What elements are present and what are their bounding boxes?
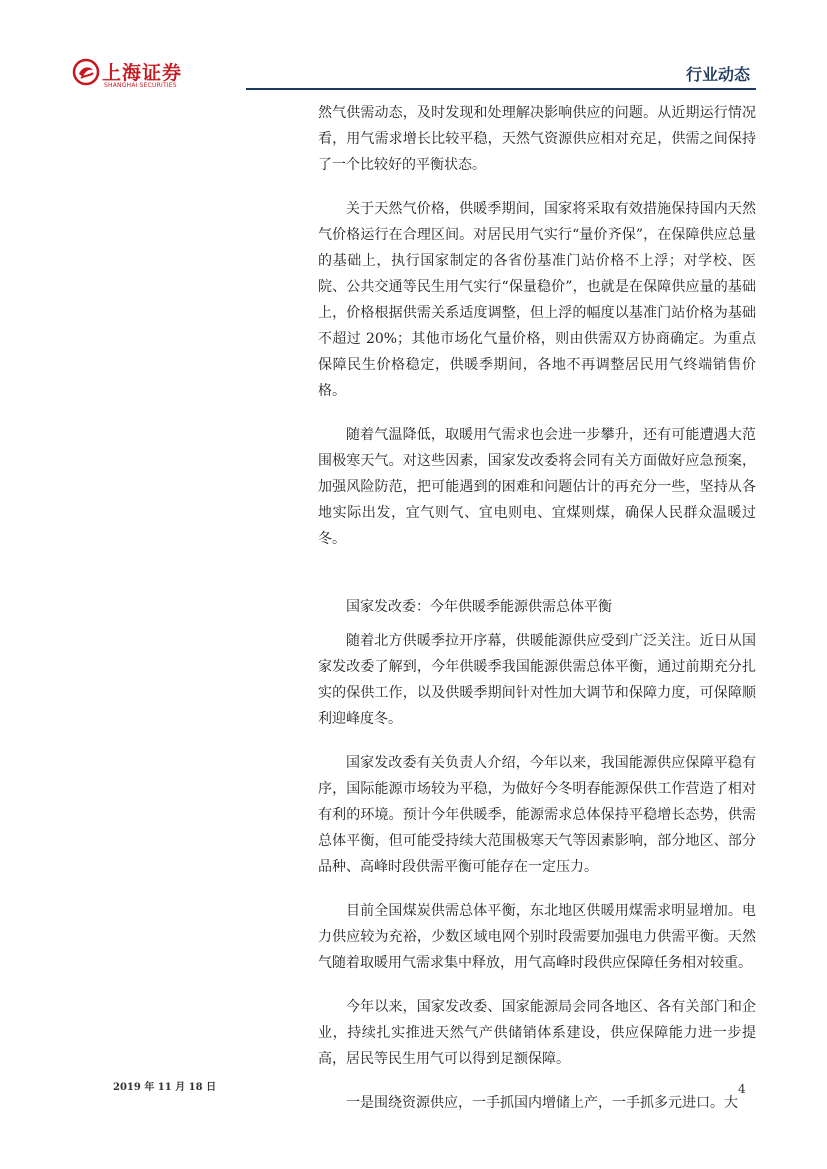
- paragraph: 随着气温降低，取暖用气需求也会进一步攀升，还有可能遭遇大范围极寒天气。对这些因素，国家发改委将会同有关方面做好应急预案，加强风险防范，把可能遇到的困难和问题估计的再充分一些，坚持从各地实际出发，宜气则气、宜电则电、宜煤则煤，确保人民群众温暖过冬。: [318, 427, 756, 547]
- article-body: [318, 100, 756, 1134]
- company-logo: [72, 58, 212, 98]
- logo-english-name: SHANGHAI SECURITIES: [104, 82, 177, 89]
- page-number: 4: [738, 1082, 746, 1096]
- logo-name: 上海证券: [102, 62, 183, 84]
- paragraph: 目前全国煤炭供需总体平衡，东北地区供暖用煤需求明显增加。电力供应较为充裕，少数区域电网个别时段需要加强电力供需平衡。天然气随着取暖用气需求集中释放，用气高峰时段供应保障任务相对较重。: [318, 903, 756, 971]
- page-header: [66, 54, 756, 100]
- header-divider: [246, 88, 756, 90]
- logo-mark-icon: [72, 58, 100, 86]
- article-heading: 国家发改委：今年供暖季能源供需总体平衡: [346, 599, 612, 615]
- paragraph: 关于天然气价格，供暖季期间，国家将采取有效措施保持国内天然气价格运行在合理区间。对居民用气实行“量价齐保”，在保障供应总量的基础上，执行国家制定的各省份基准门站价格不上浮；对学校、医院、公共交通等民生用气实行“保量稳价”，也就是在保障供应量的基础上，价格根据供需关系适度调整，但上浮的幅度以基准门站价格为基础不超过 20%；其他市场化气量价格，则由供需双方协商确定。为重点保障民生价格稳定，供暖季期间，各地不再调整居民用气终端销售价格。: [318, 201, 756, 399]
- paragraph: 今年以来，国家发改委、国家能源局会同各地区、各有关部门和企业，持续扎实推进天然气产供储销体系建设，供应保障能力进一步提高，居民等民生用气可以得到足额保障。: [318, 999, 756, 1067]
- section-title: 行业动态: [685, 65, 750, 84]
- paragraph: 一是围绕资源供应，一手抓国内增储上产，一手抓多元进口。大: [346, 1095, 738, 1111]
- paragraph: 国家发改委有关负责人介绍，今年以来，我国能源供应保障平稳有序，国际能源市场较为平稳，为做好今冬明春能源保供工作营造了相对有利的环境。预计今年供暖季，能源需求总体保持平稳增长态势，供需总体平衡，但可能受持续大范围极寒天气等因素影响，部分地区、部分品种、高峰时段供需平衡可能存在一定压力。: [318, 755, 756, 875]
- footer-date: 2019 年 11 月 18 日: [113, 1082, 217, 1093]
- paragraph: 然气供需动态，及时发现和处理解决影响供应的问题。从近期运行情况看，用气需求增长比较平稳，天然气资源供应相对充足，供需之间保持了一个比较好的平衡状态。: [318, 105, 756, 173]
- paragraph: 随着北方供暖季拉开序幕，供暖能源供应受到广泛关注。近日从国家发改委了解到，今年供暖季我国能源供需总体平衡，通过前期充分扎实的保供工作，以及供暖季期间针对性加大调节和保障力度，可保障顺利迎峰度冬。: [318, 633, 756, 727]
